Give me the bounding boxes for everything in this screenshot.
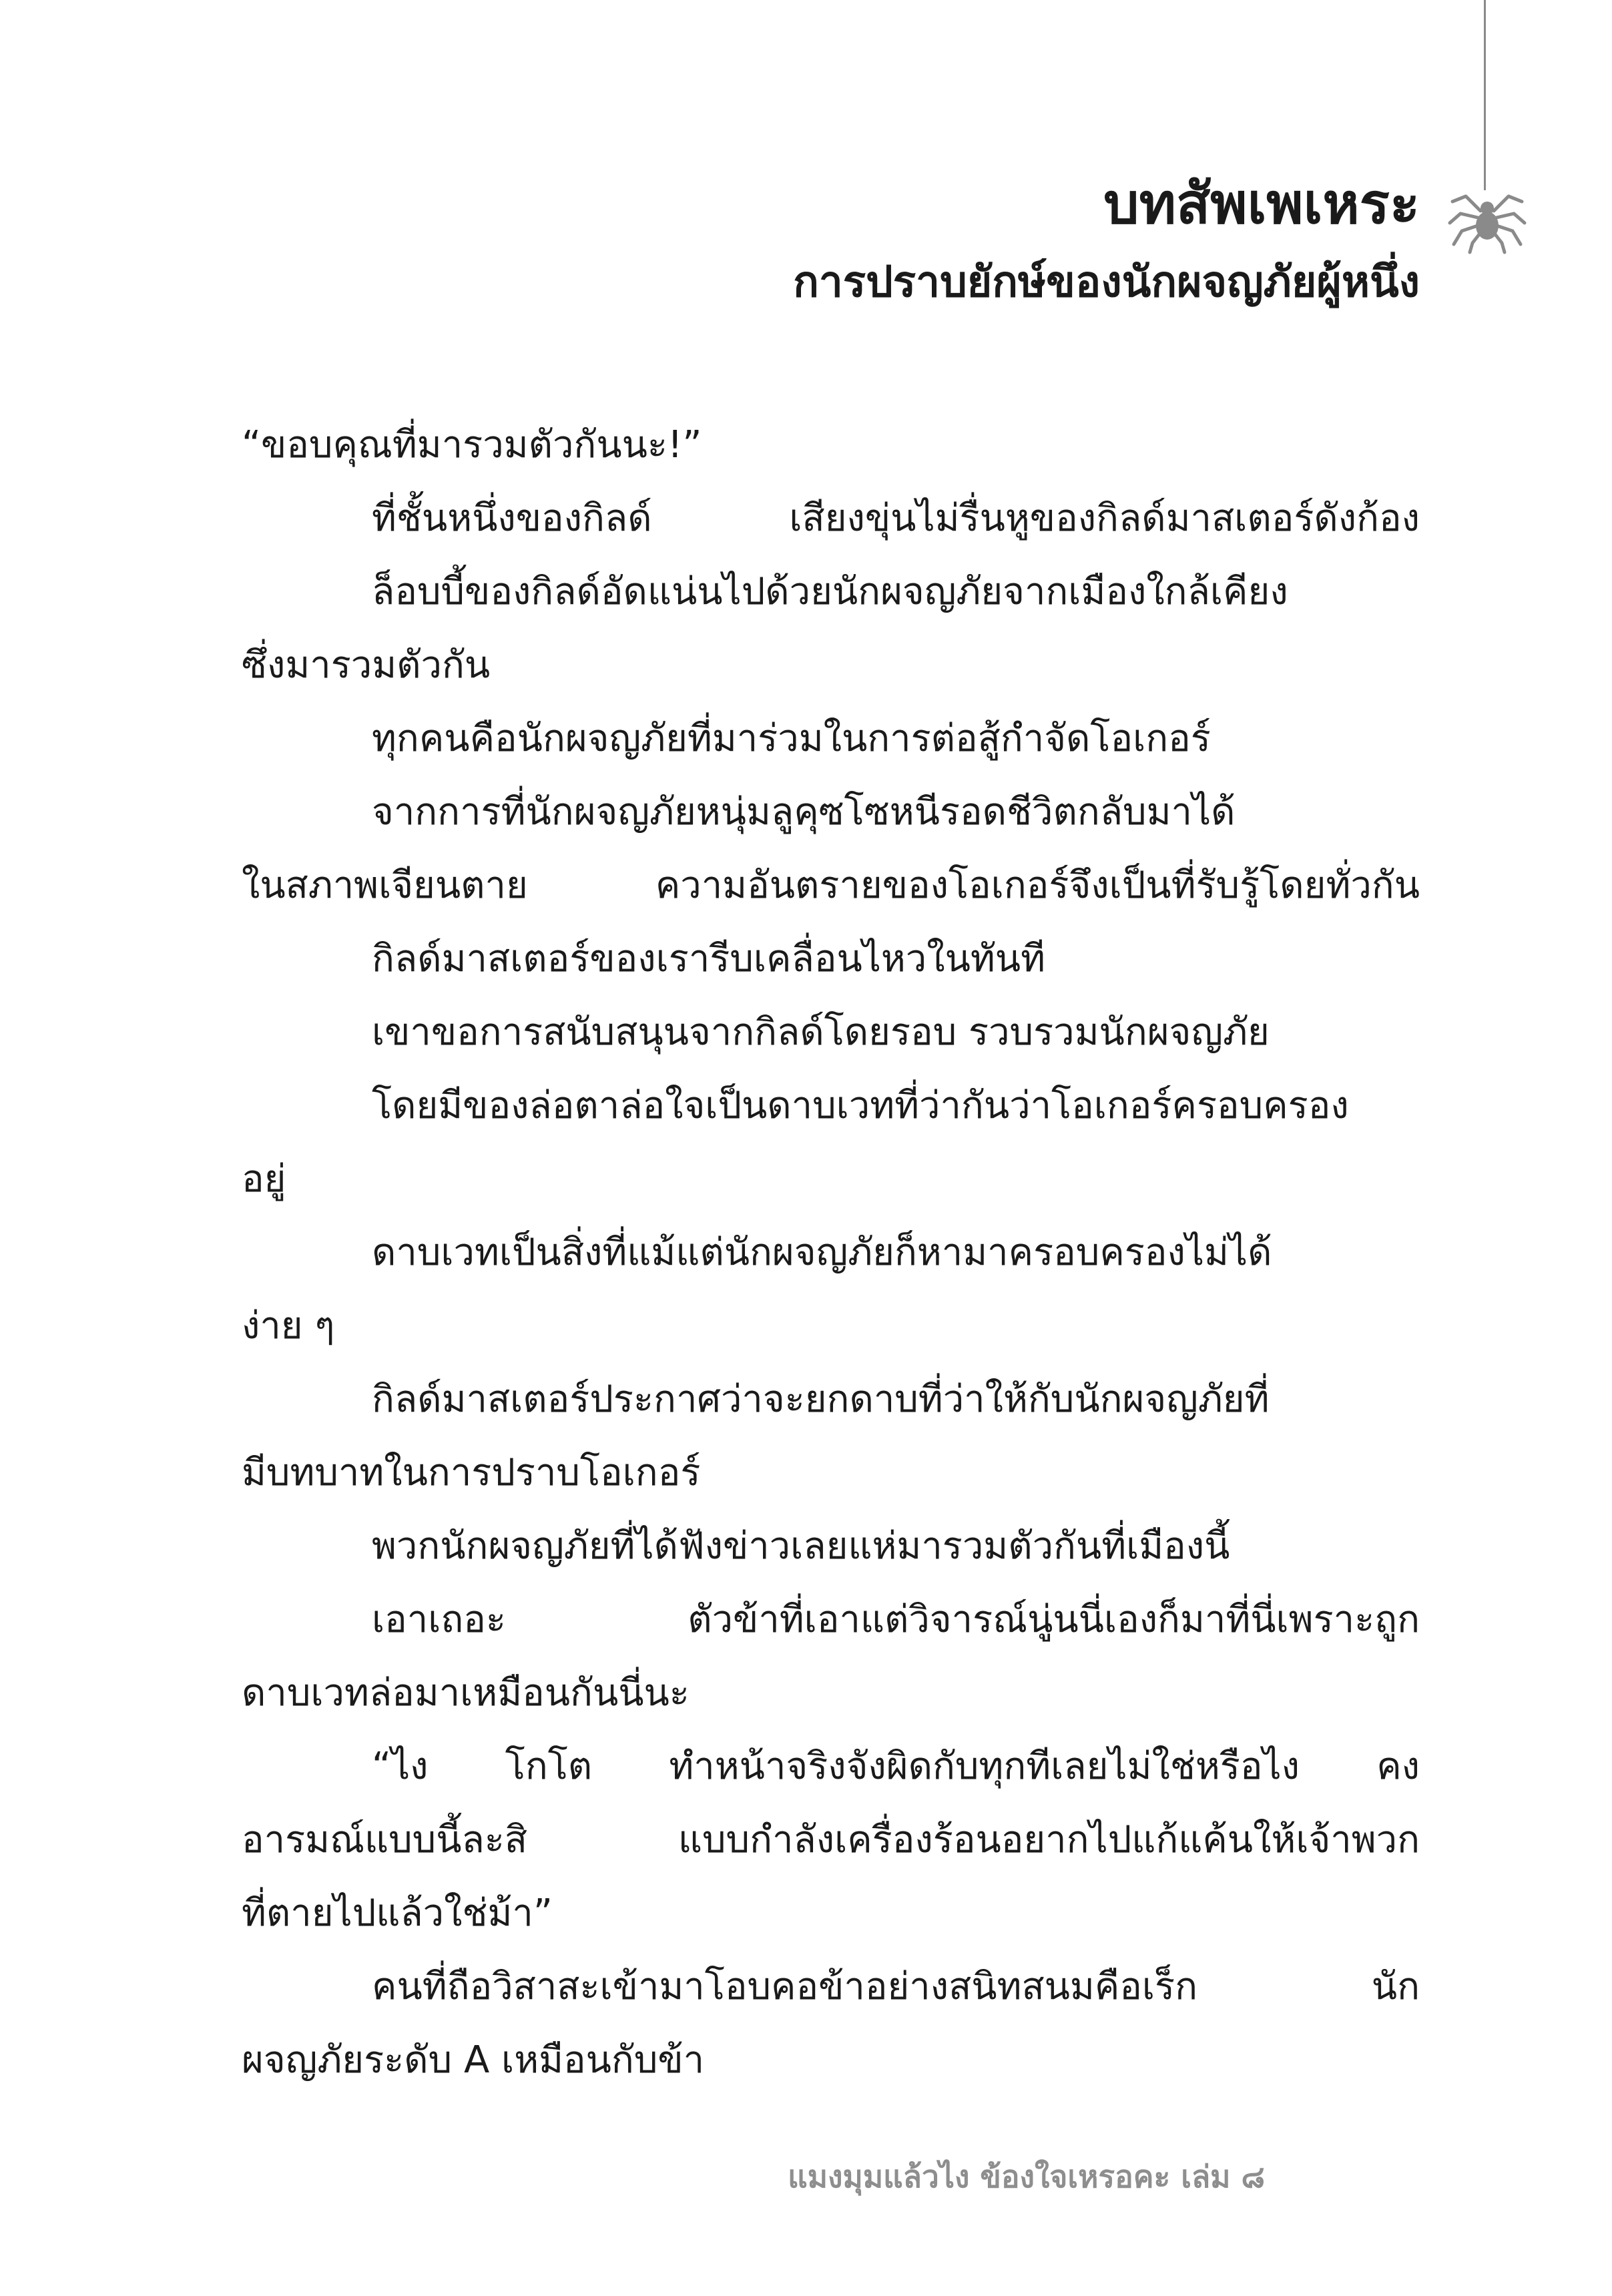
body-line: พวกนักผจญภัยที่ได้ฟังข่าวเลยแห่มารวมตัวกันที่เมืองนี้ — [372, 1524, 1230, 1568]
body-line: ที่ตายไปแล้วใช่ม้า” — [242, 1892, 553, 1935]
body-line: โดยมีของล่อตาล่อใจเป็นดาบเวทที่ว่ากันว่าโอเกอร์ครอบครอง — [372, 1084, 1349, 1127]
body-line: “ไง โกโต ทำหน้าจริงจังผิดกับทุกทีเลยไม่ใช่หรือไง คง — [372, 1745, 1420, 1788]
body-line: อารมณ์แบบนี้ละสิ แบบกำลังเครื่องร้อนอยากไปแก้แค้นให้เจ้าพวก — [242, 1818, 1420, 1861]
body-line: ง่าย ๆ — [242, 1304, 335, 1348]
running-footer: แมงมุมแล้วไง ข้องใจเหรอคะ เล่ม ๘ — [788, 2159, 1265, 2195]
body-line: ล็อบบี้ของกิลด์อัดแน่นไปด้วยนักผจญภัยจากเมืองใกล้เคียง — [372, 570, 1288, 613]
chapter-title: บทสัพเพเหระ — [1103, 171, 1420, 236]
body-line: มีบทบาทในการปราบโอเกอร์ — [242, 1451, 701, 1494]
body-line: ดาบเวทเป็นสิ่งที่แม้แต่นักผจญภัยก็หามาครอบครองไม่ได้ — [372, 1231, 1272, 1274]
body-line: ดาบเวทล่อมาเหมือนกันนี่นะ — [242, 1671, 690, 1715]
body-line: ผจญภัยระดับ A เหมือนกับข้า — [242, 2038, 705, 2082]
body-line: ที่ชั้นหนึ่งของกิลด์ เสียงขุ่นไม่รื่นหูของกิลด์มาสเตอร์ดังก้อง — [372, 497, 1420, 540]
body-line: กิลด์มาสเตอร์ของเรารีบเคลื่อนไหวในทันที — [372, 937, 1045, 980]
body-line: ในสภาพเจียนตาย ความอันตรายของโอเกอร์จึงเป็นที่รับรู้โดยทั่วกัน — [242, 864, 1420, 907]
body-line: กิลด์มาสเตอร์ประกาศว่าจะยกดาบที่ว่าให้กับนักผจญภัยที่ — [372, 1378, 1270, 1421]
body-line: เขาขอการสนับสนุนจากกิลด์โดยรอบ รวบรวมนักผจญภัย — [372, 1011, 1270, 1054]
body-line: ทุกคนคือนักผจญภัยที่มาร่วมในการต่อสู้กำจัดโอเกอร์ — [372, 717, 1211, 760]
body-line: อยู่ — [242, 1157, 286, 1201]
body-line: “ขอบคุณที่มารวมตัวกันนะ!” — [242, 423, 702, 467]
body-line: จากการที่นักผจญภัยหนุ่มลูคุซโซหนีรอดชีวิตกลับมาได้ — [372, 790, 1236, 834]
spider-thread — [1484, 0, 1486, 190]
spider-icon — [1447, 182, 1527, 255]
body-text — [242, 408, 1420, 2097]
body-line: ซึ่งมารวมตัวกัน — [242, 643, 491, 687]
chapter-subtitle: การปราบยักษ์ของนักผจญภัยผู้หนึ่ง — [793, 258, 1420, 307]
body-line: เอาเถอะ ตัวข้าที่เอาแต่วิจารณ์นู่นนี่เองก็มาที่นี่เพราะถูก — [372, 1598, 1420, 1641]
body-line: คนที่ถือวิสาสะเข้ามาโอบคอข้าอย่างสนิทสนมคือเร็ก นัก — [372, 1965, 1420, 2008]
